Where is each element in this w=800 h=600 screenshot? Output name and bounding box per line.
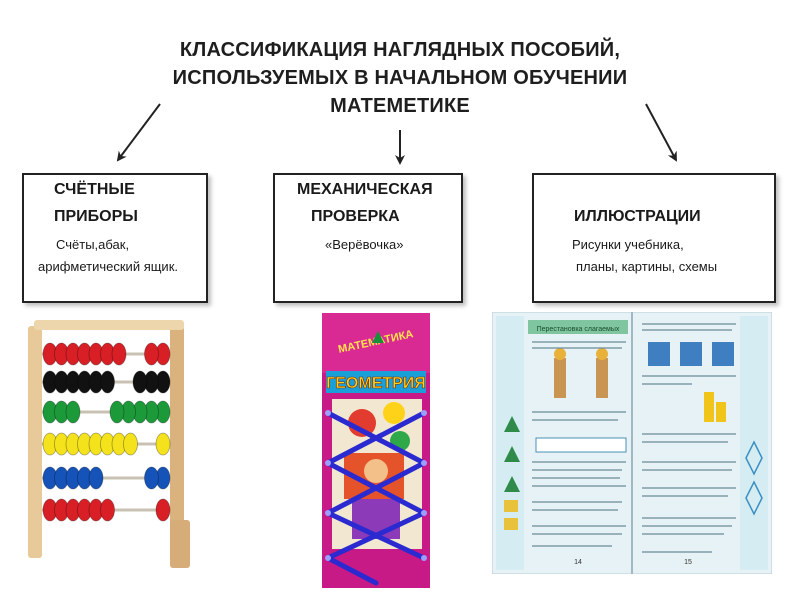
- box-1-heading-line-2: ПРИБОРЫ: [54, 208, 138, 225]
- category-box-illustrations: [532, 173, 776, 303]
- abacus-bead: [133, 371, 147, 393]
- arrows-layer: [0, 0, 800, 180]
- textbook-pages-image: [492, 312, 772, 574]
- abacus-bead: [145, 467, 159, 489]
- abacus-bead: [145, 343, 159, 365]
- title-line-3: МАТЕМЕТИКЕ: [330, 95, 470, 117]
- abacus-image: [20, 320, 210, 570]
- title-line-2: ИСПОЛЬЗУЕМЫХ В НАЧАЛЬНОМ ОБУЧЕНИИ: [172, 67, 628, 89]
- box-2-heading-line-1: МЕХАНИЧЕСКАЯ: [297, 181, 433, 198]
- abacus-bead: [110, 401, 124, 423]
- page-number-right: 15: [684, 559, 692, 566]
- abacus-bead: [89, 467, 103, 489]
- category-box-mechanical-check: [273, 173, 463, 303]
- geometry-book-image: [322, 313, 430, 588]
- title-line-1: КЛАССИФИКАЦИЯ НАГЛЯДНЫХ ПОСОБИЙ,: [179, 39, 621, 61]
- abacus-bead: [124, 433, 138, 455]
- box-1-text-line-1: Счёты,абак,: [56, 237, 130, 252]
- category-box-counting-devices: [22, 173, 208, 303]
- arrow-right: [646, 104, 676, 160]
- arrow-left: [118, 104, 160, 160]
- page-heading: Перестановка слагаемых: [536, 326, 620, 333]
- abacus-bead: [156, 499, 170, 521]
- box-2-heading-line-2: ПРОВЕРКА: [311, 208, 400, 225]
- abacus-bead: [156, 433, 170, 455]
- box-3-heading-line-1: ИЛЛЮСТРАЦИИ: [574, 208, 701, 225]
- page-number-left: 14: [574, 559, 582, 566]
- abacus-bead: [66, 401, 80, 423]
- abacus-bead: [101, 499, 115, 521]
- book-title: ГЕОМЕТРИЯ: [326, 375, 426, 392]
- box-1-heading-line-1: СЧЁТНЫЕ: [54, 181, 135, 198]
- box-3-text-line-2: планы, картины, схемы: [576, 259, 718, 274]
- abacus-bead: [112, 343, 126, 365]
- abacus-bead: [101, 371, 115, 393]
- box-1-text-line-2: арифметический ящик.: [38, 259, 178, 274]
- box-3-text-line-1: Рисунки учебника,: [572, 237, 684, 252]
- box-2-text-line-1: «Верёвочка»: [325, 237, 404, 252]
